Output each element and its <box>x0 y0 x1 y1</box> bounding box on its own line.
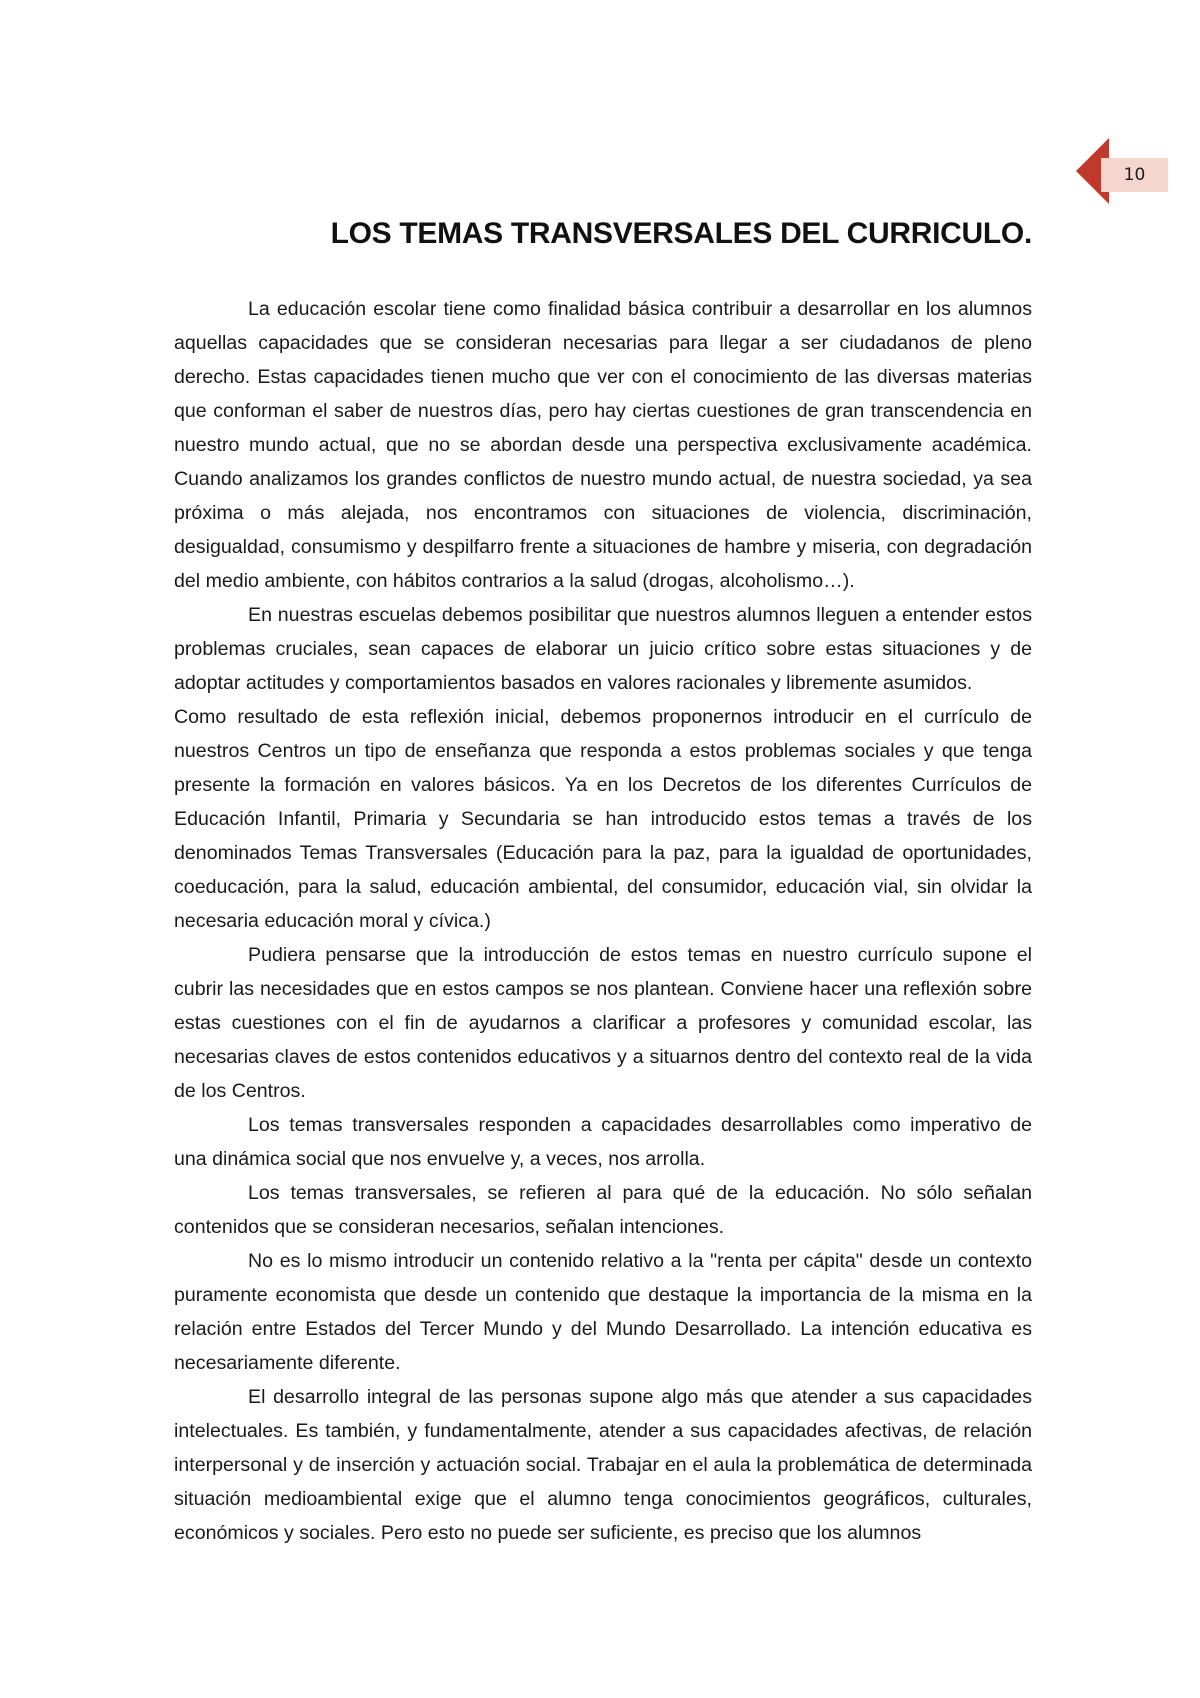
paragraph: Pudiera pensarse que la introducción de estos temas en nuestro currículo supone el cubrir las necesidades que en estos campos se nos plantean. Conviene hacer una reflexión sobre estas cuestiones con el fin de ayudarnos a clarificar a profesores y comunidad escolar, las necesarias claves de estos contenidos educativos y a situarnos dentro del contexto real de la vida de los Centros. <box>174 944 1032 1102</box>
page-title: LOS TEMAS TRANSVERSALES DEL CURRICULO. <box>330 217 1032 250</box>
paragraph: Los temas transversales responden a capacidades desarrollables como imperativo de una dinámica social que nos envuelve y, a veces, nos arrolla. <box>174 1114 1032 1170</box>
page-number: 10 <box>1123 165 1146 185</box>
paragraph: La educación escolar tiene como finalidad básica contribuir a desarrollar en los alumnos aquellas capacidades que se consideran necesarias para llegar a ser ciudadanos de pleno derecho. Estas capacidades tienen mucho que ver con el conocimiento de las diversas materias que conforman el saber de nuestros días, pero hay ciertas cuestiones de gran transcendencia en nuestro mundo actual, que no se abordan desde una perspectiva exclusivamente académica. Cuando analizamos los grandes conflictos de nuestro mundo actual, de nuestra sociedad, ya sea próxima o más alejada, nos encontramos con situaciones de violencia, discriminación, desigualdad, consumismo y despilfarro frente a situaciones de hambre y miseria, con degradación del medio ambiente, con hábitos contrarios a la salud (drogas, alcoholismo…). <box>174 298 1032 592</box>
page-number-tab <box>1076 138 1168 204</box>
paragraph: No es lo mismo introducir un contenido relativo a la "renta per cápita" desde un contexto puramente economista que desde un contenido que destaque la importancia de la misma en la relación entre Estados del Tercer Mundo y del Mundo Desarrollado. La intención educativa es necesariamente diferente. <box>174 1250 1032 1374</box>
document-body <box>174 292 1032 1550</box>
paragraph: Los temas transversales, se refieren al para qué de la educación. No sólo señalan contenidos que se consideran necesarios, señalan intenciones. <box>174 1182 1032 1238</box>
paragraph: En nuestras escuelas debemos posibilitar que nuestros alumnos lleguen a entender estos problemas cruciales, sean capaces de elaborar un juicio crítico sobre estas situaciones y de adoptar actitudes y comportamientos basados en valores racionales y libremente asumidos. <box>174 604 1032 694</box>
paragraph: El desarrollo integral de las personas supone algo más que atender a sus capacidades intelectuales. Es también, y fundamentalmente, atender a sus capacidades afectivas, de relación interpersonal y de inserción y actuación social. Trabajar en el aula la problemática de determinada situación medioambiental exige que el alumno tenga conocimientos geográficos, culturales, económicos y sociales. Pero esto no puede ser suficiente, es preciso que los alumnos <box>174 1386 1032 1544</box>
paragraph: Como resultado de esta reflexión inicial, debemos proponernos introducir en el currículo de nuestros Centros un tipo de enseñanza que responda a estos problemas sociales y que tenga presente la formación en valores básicos. Ya en los Decretos de los diferentes Currículos de Educación Infantil, Primaria y Secundaria se han introducido estos temas a través de los denominados Temas Transversales (Educación para la paz, para la igualdad de oportunidades, coeducación, para la salud, educación ambiental, del consumidor, educación vial, sin olvidar la necesaria educación moral y cívica.) <box>174 706 1032 932</box>
